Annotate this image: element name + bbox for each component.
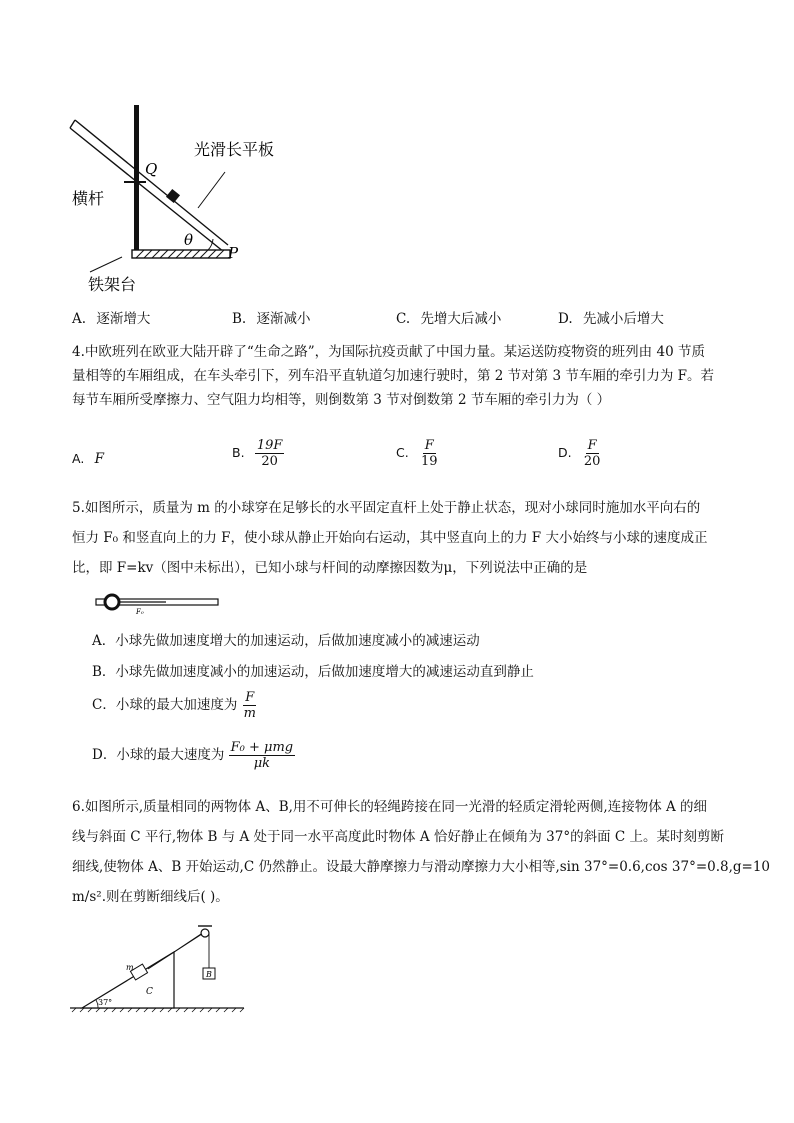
- fraction: [229, 740, 296, 771]
- q3-option-b[interactable]: [232, 308, 311, 330]
- q4-line-1: 4.中欧班列在欧亚大陆开辟了“生命之路”，为国际抗疫贡献了中国力量。某运送防疫物资的班列由 40 节质: [72, 344, 705, 360]
- fraction-denominator: 20: [261, 454, 278, 469]
- option-letter: C.: [396, 311, 411, 327]
- fraction-numerator: F: [245, 690, 255, 705]
- option-text: 先增大后减小: [420, 311, 502, 327]
- incline-C: [82, 952, 174, 1008]
- label-Q: Q: [145, 160, 158, 178]
- option-letter: B.: [232, 311, 247, 327]
- label-C: C: [146, 987, 153, 997]
- option-letter: A.: [72, 451, 85, 466]
- option-text: 先减小后增大: [582, 311, 664, 327]
- fraction-numerator: F₀ + μmg: [230, 740, 294, 755]
- incline-stand-figure: [60, 100, 280, 300]
- q4-option-b[interactable]: [232, 438, 284, 469]
- ball: [105, 595, 119, 609]
- label-A: m: [126, 963, 134, 972]
- option-text: 逐渐减小: [256, 311, 311, 327]
- option-text: F: [94, 451, 104, 467]
- label-P: P: [228, 244, 239, 262]
- pulley-incline-figure: [68, 922, 248, 1018]
- force-label: F₀: [136, 608, 144, 616]
- label-angle: 37°: [98, 998, 113, 1007]
- option-text: D．小球的最大速度为: [92, 747, 225, 763]
- fraction-denominator: 20: [583, 454, 601, 469]
- q5-option-c[interactable]: [92, 690, 258, 721]
- fraction-denominator: 19: [421, 454, 438, 469]
- q6-line-3: 细线,使物体 A、B 开始运动,C 仍然静止。设最大静摩擦力与滑动摩擦力大小相等,sin 37°=0.6,cos 37°=0.8,g=10: [72, 859, 771, 875]
- vertical-pole: [134, 105, 139, 253]
- option-letter: A.: [72, 311, 87, 327]
- q5-line-3: 比，即 F=kv（图中未标出），已知小球与杆间的动摩擦因数为μ，下列说法中正确的是: [72, 560, 588, 576]
- ball-on-rod-figure: [94, 592, 224, 618]
- fraction: [242, 690, 258, 721]
- fraction-numerator: F: [424, 438, 434, 453]
- fraction: [255, 438, 285, 469]
- fraction: [419, 438, 440, 469]
- option-letter: D.: [558, 311, 573, 327]
- label-theta: θ: [184, 231, 194, 249]
- option-letter: D.: [558, 445, 572, 460]
- q6-line-2: 线与斜面 C 平行,物体 B 与 A 处于同一水平高度此时物体 A 恰好静止在倾角为 37°的斜面 C 上。某时刻剪断: [72, 829, 724, 845]
- rope-to-A: [148, 934, 202, 969]
- q3-option-d[interactable]: [558, 308, 664, 330]
- fraction-denominator: μk: [253, 756, 271, 771]
- q5-option-a[interactable]: A．小球先做加速度增大的加速运动，后做加速度减小的减速运动: [92, 633, 480, 649]
- q5-line-2: 恒力 F₀ 和竖直向上的力 F，使小球从静止开始向右运动，其中竖直向上的力 F 大小始终与小球的速度成正: [72, 530, 708, 546]
- block: [166, 189, 180, 203]
- label-stand: 铁架台: [88, 275, 137, 294]
- pulley: [201, 929, 209, 937]
- smooth-board-upper: [75, 120, 228, 245]
- label-B: B: [206, 970, 212, 979]
- fraction-numerator: 19F: [256, 438, 283, 453]
- q4-option-c[interactable]: [396, 438, 440, 469]
- q5-option-b[interactable]: B．小球先做加速度减小的加速运动，后做加速度增大的减速运动直到静止: [92, 664, 534, 680]
- q5-line-1: 5.如图所示，质量为 m 的小球穿在足够长的水平固定直杆上处于静止状态，现对小球同时施加水平向右的: [72, 500, 701, 516]
- q3-option-c[interactable]: [396, 308, 501, 330]
- q4-line-3: 每节车厢所受摩擦力、空气阻力均相等，则倒数第 3 节对倒数第 2 节车厢的牵引力为（ ）: [72, 392, 611, 408]
- label-bar: 横杆: [72, 189, 105, 208]
- option-letter: C.: [396, 445, 409, 460]
- q4-line-2: 量相等的车厢组成，在车头牵引下，列车沿平直轨道匀加速行驶时，第 2 节对第 3 节车厢的牵引力为 F。若: [72, 368, 715, 384]
- q3-option-a[interactable]: [72, 308, 150, 330]
- label-board: 光滑长平板: [194, 140, 275, 159]
- q4-option-a[interactable]: [72, 448, 104, 470]
- q6-line-1: 6.如图所示,质量相同的两物体 A、B,用不可伸长的轻绳跨接在同一光滑的轻质定滑轮两侧,连接物体 A 的细: [72, 799, 708, 815]
- fraction: [582, 438, 603, 469]
- option-letter: B.: [232, 445, 245, 460]
- q6-line-4: m/s².则在剪断细线后( )。: [72, 889, 229, 905]
- fraction-denominator: m: [243, 706, 256, 721]
- fraction-numerator: F: [587, 438, 597, 453]
- option-text: C．小球的最大加速度为: [92, 697, 238, 713]
- q5-option-d[interactable]: [92, 740, 295, 771]
- option-text: 逐渐增大: [96, 311, 151, 327]
- q4-option-d[interactable]: [558, 438, 602, 469]
